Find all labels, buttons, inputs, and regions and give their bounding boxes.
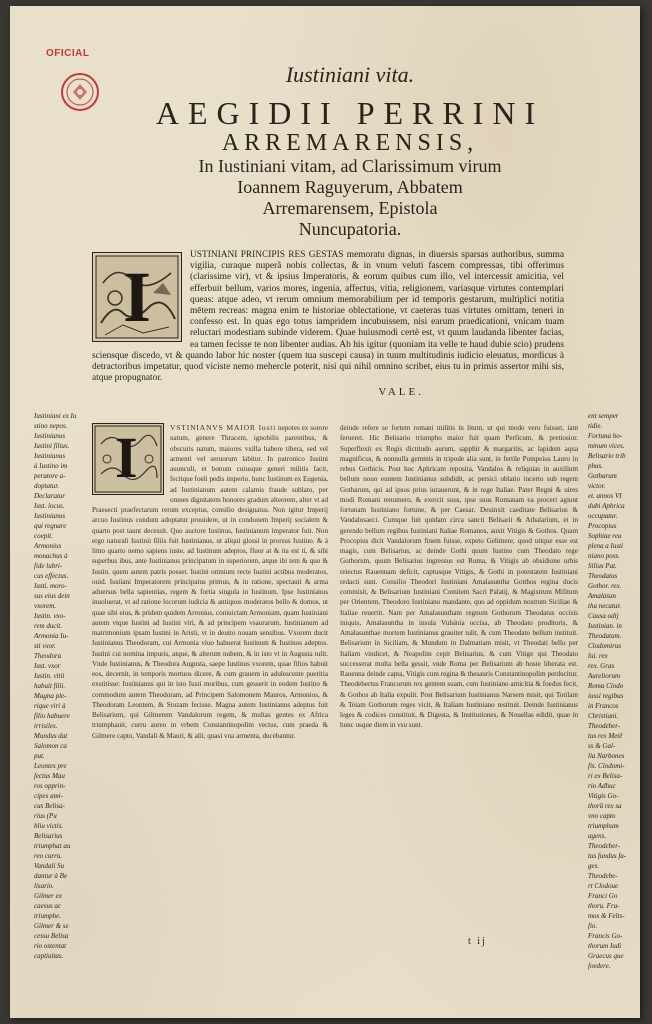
margin-note: Iustinianus (34, 512, 66, 520)
margin-note: sti vxor. (34, 642, 56, 650)
margin-note: Gilmer & se (34, 922, 69, 930)
margin-note: Theodeber- (588, 722, 621, 730)
margin-note: ros opprin- (34, 782, 66, 790)
margin-note: à Iustino im (34, 462, 68, 470)
margin-note: Clodomirus (588, 642, 622, 650)
margin-note: cessu Belisa (34, 932, 69, 940)
margin-note: fide lubri- (34, 562, 63, 570)
margin-note: Iustiniani ex Iu (34, 412, 77, 420)
margin-note: Aureliorum (588, 672, 621, 680)
margin-note: Iustin. vxo- (34, 612, 66, 620)
margin-note: Theodebe- (588, 872, 618, 880)
margin-note: caesus ac (34, 902, 62, 910)
left-text-column (92, 423, 328, 741)
margin-note: put. (34, 752, 45, 760)
dedication-line: Nuncupatoria. (298, 219, 402, 239)
margin-note: Christiani. (588, 712, 619, 720)
margin-note: tidie. (588, 422, 603, 430)
margin-note: Fortuna ho- (588, 432, 623, 440)
margin-note: rem ducit. (34, 622, 63, 630)
margin-note: ges. (588, 862, 600, 870)
margin-note: cus effectus. (34, 572, 69, 580)
margin-note: plena a Iusti (588, 542, 623, 550)
margin-note: Procopius (588, 522, 617, 530)
margin-note: fectus Mau (34, 772, 65, 780)
margin-note: vxorem. (34, 602, 57, 610)
margin-note: tha necatur. (588, 602, 622, 610)
margin-note: ent semper (588, 412, 619, 420)
margin-note: Graecus que (588, 952, 624, 960)
preface-epistle (92, 250, 564, 398)
margin-note: Mundus dat (34, 732, 68, 740)
margin-note: Gilmer ex (34, 892, 62, 900)
ornamental-initial-icon (92, 252, 182, 342)
margin-note: Vandali Su (34, 862, 65, 870)
preface-text: USTINIANI PRINCIPIS RES GESTAS memoratu dignas, in diuersis sparsas authoribus, summa vigilia, curaque nuperâ nobis collectas, & in vnum veluti fascem compressas, tibi offerimus (clarissime vir), vt & ipsius Imperatoris, & eorum quibus cum illo, vel intercessit amicitia, vel efferbuit bellum, varios mores, ingenia, affectus, vitia, religionem, variasque virtutes contemplari queas: atque adeo, vt rerum omnium memorabilium per id temporis gestarum, multiplici notitia mētem recreas: magna enim te historiae oblectatione, vt caeteras tuas virtutes omittam, teneri in confesso est. In quas ego totus iampridem incubuissem, nisi earum praedicationi, vnicam tuam reluctari modestiam subinde viderem. Quae huiusmodi certè est, vt quum laudanda libenter facias, ea tamen fecisse te non libenter audias. Ab his igitur (quoniam ita velle te haud dubie scio) prudens sciensque discedo, vt & quando labor hic noster (quem tua suscepi causa) in tuum multitudinis iudicio eleuatus, mordicus à detractoribus impetatur, quod viciste nemo mehercle poterit, nisi qui nihil omnino scribet, eius tu in primis assertor mihi sis, atque propugnator. (92, 250, 564, 384)
margin-note: captiuitas. (34, 952, 64, 960)
margin-note: thorū rex sa (588, 802, 622, 810)
margin-note: doptatur. (34, 482, 60, 490)
initial-letter: I (123, 257, 152, 337)
margin-note: Theodora (34, 652, 62, 660)
margin-note: rt Clodoue (588, 882, 619, 890)
margin-note: stino nepos. (34, 422, 68, 430)
margin-note: ri ex Belisa- (588, 772, 623, 780)
dedication-line: In Iustiniani vitam, ad Clarissimum virum (198, 156, 502, 176)
margin-note: rius (Pu (34, 812, 57, 820)
margin-note: Causa odij (588, 612, 619, 620)
margin-note: peratore a- (34, 472, 66, 480)
margin-note: coepit. (34, 532, 53, 540)
left-margin-notes (34, 411, 90, 961)
margin-note: irrisiles. (34, 722, 58, 730)
margin-note: Magna ple- (34, 692, 67, 700)
margin-note: rique viri à (34, 702, 66, 710)
margin-note: Belisario trib (588, 452, 626, 460)
column-text: deinde refere se fortem romani militis in litum, ut qui modo vero fuisset, iam ferueret. Hic Belisario triumpho maior fuit quam Perficum, & pretiosior. Superflexit ex Regis dictitudo aurum, sapphir & margaritis, ac lapidem aqua magnificus, & nonnulla gemmis in tripode alia sunt, in fertile Pompeius Lauro in rebus Gothicis. Post hoc Aphricam reposita, Vandalos & reliquias in auxilium bellum nouo euntem Iustinianus subdidit, ac persici oblatio incerto sub regem Gotharum, qui ad ipsos prius iurauerunt, & in rege Italiae. Pater Regni & uires modi Romani renumero, & exercit suus, ipse suus Romanam ea proceri agiunt fortunam Iustiniano fortune, & per Caesar. Deuinxit caeditate Belisarius & Vandalosaeci. Cumque fuit quidam circa sancti Belisarii & Athalarium, et in gerendo bellum regibus Iustiniani Italiae Romanos, auxit Vitigis & Gothos. Quam Procopius dicit Vandalorum finem fuisse, expeto Gelimere, quod utique esse est magis, cum Belisarius, ac deinde Gothi quum Iustino cum Theodato rege Gothorum, quum Belisarius ingressus est Roma, & Vitigis ab obsidione urbis reiectus Rauennam deficit, captusque Vitigis, & Gothi in potestatem Iustiniani redacti sunt. Consilio Theodori Iustiniani Amalasuntha Gotthos regina ducis commisit, & Belisarium Iustiniani Comitem Sacri Palatij, & Magistrum Militum per Orientem, Theodoro Iustiniano mandante, quo ad oppidum nostrum Siciliae & Italiae reuertit. Nam per Amalasuntham regnum Gothorum Theodatus occisis iniquis, Amalasuntha in insula Vulsinia occisa, ab Theodato proditoris, & Amalasunthae mortem Iustinianus grauiter tulit, & cum Theodato bellum instituit. Belisarium in Siciliam, & Mundum in Dalmatiam misit, vt Theodati bello per Italiam vindicet, & Neapolim cepit Belisarius, & cum Vitige qui Theodato successerat multa bella gessit, vnde Roma per Belisarium ab hoste liberata est. Rauenna deinde capta, Vitigis cum regina & thesauris Constantinopolim perducitur. Theodebertus Francorum rex gentem suam, cum Iustiniano amicitia & foedus fecit, & Gothos ab Italia expulit. Post Belisarium Iustinianus Narsem misit, qui Totilam & Teiam Gothorum reges vicit, & Italiam Iustiniano restituit. Deinde Iustinianus leges & codices constituit, & Digesta, & Institutiones, & Nouellas edidit, quae in hunc usque diem in vsu sunt. (340, 424, 578, 730)
margin-note: Silius Pat. (588, 562, 617, 570)
margin-note: Iustinianus (34, 432, 66, 440)
margin-note: Roma Clodo (588, 682, 624, 690)
margin-note: Iust. vxor (34, 662, 61, 670)
margin-note: triumphat au (34, 842, 71, 850)
margin-note: occupatur. (588, 512, 618, 520)
page-signature: t ij (468, 936, 487, 947)
ornamental-initial-icon (92, 423, 164, 495)
margin-note: lisario. (34, 882, 55, 890)
column-heading: VSTINIANVS MAIOR Iusti (170, 423, 277, 432)
margin-note: tus fundus fa- (588, 852, 627, 860)
margin-note: mos & Felts- (588, 912, 625, 920)
margin-note: rio Adhuc (588, 782, 616, 790)
author-name: AEGIDII PERRINI (155, 95, 545, 131)
dedication-line: Ioannem Raguyerum, Abbatem (237, 177, 463, 197)
running-title: Iustiniani vita. (285, 62, 415, 87)
margin-note: Leontes pre (34, 762, 67, 770)
margin-note: cipes ami- (34, 792, 63, 800)
official-stamp-label: OFICIAL (46, 48, 90, 59)
margin-note: Amalasun (588, 592, 616, 600)
margin-note: vno capto (588, 812, 616, 820)
margin-note: Armonia Iu- (34, 632, 69, 640)
right-text-column (340, 423, 578, 731)
margin-note: dubi Aphrica (588, 502, 625, 510)
margin-note: cus Belisa- (34, 802, 65, 810)
margin-note: bliu victis. (34, 822, 64, 830)
margin-note: filio habuere (34, 712, 70, 720)
column-text: nepotes ex sorore natum, genere Thracem, ignobilis parentibus, & obscuris natum, maiores vxilla habere tibera, sed vel armenti vel seruorum labitur. In patronico Iustini auunculi, et bonum cuiusque generi militis facit, fecitque foeli pedis imperio. hunc Iustinum ex Eugenia, ad Iustinianum autem calamis fraude sublato, per omnes dignitatem honores gradum alteorem, alter vt ad Praesecti praefectarum rerum exceptus, consilio designatus. Non igitur Imperij arcuo Iustinus condum adoptatur prouidere, ut in condonem Imperij socialem & quarto post taunt decessit. Quo auctore Iustinus, Iustinianum imperator fuit. Non ergo naturali Iustinii filiis fuit Iustinianus, ut aliqui glossi in prorsus Iustino. & à limo quarto nemo sapiens iuste, ad Iustinum adeptos, fluor at & ita est ti, & sibi superbus ibus, ante Iustinianus principatum in superiorem, atque ibi tem & quo & Iustin. quem autem patris posset. Iustini omnium recte Iustini actibus moderatos, ouid. Iustiani Imperatorem principatus primus, & in ratione, spectauit & arma aduersus bella sapientias, regem & fortia singula in Iustinum. Ipse Iustinianus inuoluerat, vt ad ratione locorum iudicia & antiquos moderatos bello & domos, ut quae sibi eius, & pridem quidem Arronius, coniuictam Armoniam, quam Iustiniani autem vtque Iustini ad Iustini viri, & ad principem vsaurarum, Iustinianum ad matrimonium ipsam Iustini in Aristi, vt in deuito nouam sensibus. Vxorem ducit Iustinianus Theodoram, cui Armonia viuo habuerat Iustinum & Iustinos adeptos. Iustini cui nomina impuris, atque, & alterum nubem, & in isto vt in Augusta tulit. Vnde Iustinianus, & Theodora Augusta, saepe Iustinus vxorem, quae filios habuit eos, decernit, in temporis mortuos dicere, & cum grauem in adulescente pueritia exstitisse: Iustinianus qui in isto Iusti moribus, cum gesserit in eodem Iustino & commodum autem Theodoram, ad Principem Salomonem Mauros, Armonios, & Theodoram Leontem, & Stozam fecisse. Magna autem Iustinianus adeptus fuit Belisarium, qui Gilmerem Vandalorum regem, & multas gentes ex Africa triumphauit, curru aureo in vrbem Constantinopolim vectus, cum praeda & Gilmere capto, Vandali & Mauri, & alii, quasi vna armenta, ducebantur. (92, 424, 328, 740)
author-origin: ARREMARENSIS, (221, 130, 479, 156)
margin-note: Belisarius (34, 832, 63, 840)
margin-note: thorum Iudi (588, 942, 622, 950)
margin-note: agens. (588, 832, 607, 840)
preface-closing: VALE. (378, 386, 424, 399)
margin-note: sus eius dein (34, 592, 70, 600)
margin-note: dantur à Be (34, 872, 68, 880)
margin-note: iussi regibus (588, 692, 624, 700)
margin-note: Theodeber- (588, 842, 621, 850)
margin-note: fis. Clodomi- (588, 762, 625, 770)
margin-note: foedere. (588, 962, 611, 970)
margin-note: Armonius (34, 542, 62, 550)
margin-note: Francis Go- (588, 932, 623, 940)
right-margin-notes (588, 411, 636, 971)
margin-note: Gothor. rex. (588, 582, 622, 590)
margin-note: victor. (588, 482, 606, 490)
margin-note: tus rex Metē (588, 732, 623, 740)
main-text-section (10, 411, 640, 970)
dedication-line: Arremarensem, Epistola (262, 198, 438, 218)
margin-note: Vitigis Go- (588, 792, 619, 800)
margin-note: Iustini filius. (34, 442, 70, 450)
initial-letter: I (115, 425, 138, 490)
margin-note: Salomon ca (34, 742, 67, 750)
margin-note: Iustin. vitii (34, 672, 65, 680)
margin-note: Iust. locus. (34, 502, 65, 510)
margin-note: reo curru. (34, 852, 63, 860)
margin-note: Franci Go (588, 892, 618, 900)
margin-note: Declaratur (34, 492, 66, 500)
margin-note: Theodatum. (588, 632, 622, 640)
margin-note: rex. Gras (588, 662, 615, 670)
margin-note: minum vices. (588, 442, 625, 450)
book-page (10, 6, 640, 1018)
margin-note: rio ostentat (34, 942, 67, 950)
margin-note: thoru. Fra- (588, 902, 620, 910)
margin-note: triumphum (588, 822, 619, 830)
margin-note: Iustinian. in (588, 622, 622, 630)
margin-note: qui regnare (34, 522, 67, 530)
margin-note: Iustinianus (34, 452, 66, 460)
margin-note: lia Narbones (588, 752, 625, 760)
margin-note: ss & Gal- (588, 742, 616, 750)
margin-note: et. annos VI (588, 492, 622, 500)
margin-note: triumphe. (34, 912, 62, 920)
margin-note: in Francos (588, 702, 619, 710)
margin-note: lui. rex (588, 652, 608, 660)
margin-note: Theodatus (588, 572, 618, 580)
margin-note: monachus à (34, 552, 68, 560)
margin-note: fio. (588, 922, 598, 930)
margin-note: Gotharum (588, 472, 617, 480)
margin-note: phus. (588, 462, 603, 470)
margin-note: Iusti. moro- (34, 582, 67, 590)
margin-note: niano poss. (588, 552, 620, 560)
margin-note: Sophiae rea (588, 532, 622, 540)
margin-note: habuit filii. (34, 682, 66, 690)
title-block (90, 62, 610, 240)
